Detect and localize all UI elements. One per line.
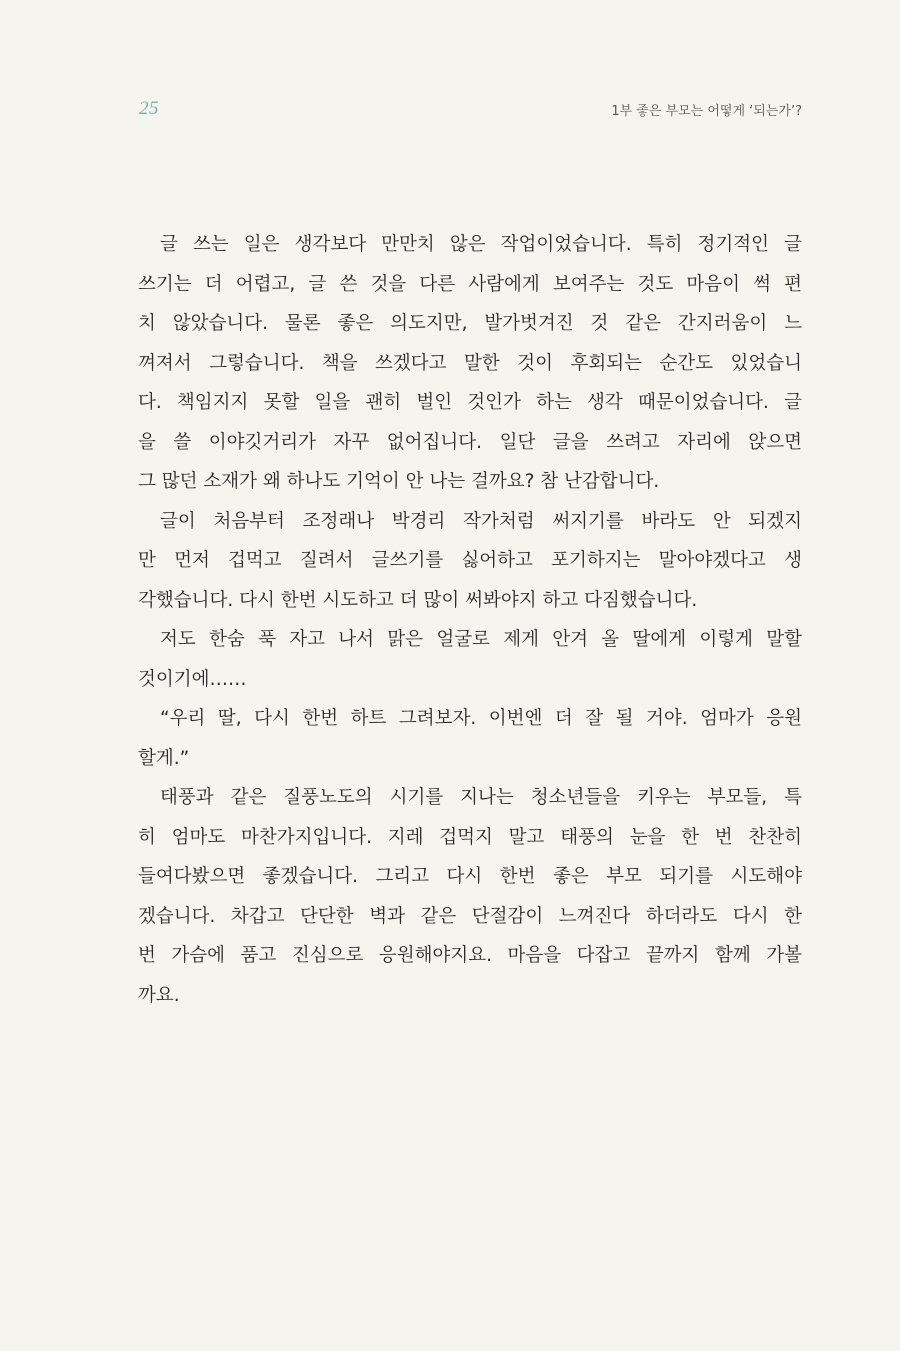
text-line: 을 쓸 이야깃거리가 자꾸 없어집니다. 일단 글을 쓰려고 자리에 앉으면: [138, 431, 802, 453]
text-line: “우리 딸, 다시 한번 하트 그려보자. 이번엔 더 잘 될 거야. 엄마가 응원: [160, 708, 802, 729]
text-line: 다. 책임지지 못할 일을 괜히 벌인 것인가 하는 생각 때문이었습니다. 글: [138, 392, 802, 413]
body-text: [138, 225, 802, 1015]
paragraph: [138, 699, 802, 778]
text-line: 겠습니다. 차갑고 단단한 벽과 같은 단절감이 느껴진다 하더라도 다시 한: [138, 905, 802, 927]
text-line: 껴져서 그렇습니다. 책을 쓰겠다고 말한 것이 후회되는 순간도 있었습니: [138, 352, 802, 374]
text-line: 각했습니다. 다시 한번 시도하고 더 많이 써봐야지 하고 다짐했습니다.: [138, 589, 698, 611]
text-line: 쓰기는 더 어렵고, 글 쓴 것을 다른 사람에게 보여주는 것도 마음이 썩 편: [138, 273, 802, 295]
text-line: 만 먼저 겁먹고 질려서 글쓰기를 싫어하고 포기하지는 말아야겠다고 생: [138, 550, 802, 571]
text-line: 할게.”: [138, 747, 190, 769]
text-line: 태풍과 같은 질풍노도의 시기를 지나는 청소년들을 키우는 부모들, 특: [160, 787, 802, 808]
text-line: 들여다봤으면 좋겠습니다. 그리고 다시 한번 좋은 부모 되기를 시도해야: [138, 866, 802, 887]
page-number: 25: [139, 98, 159, 119]
paragraph: [138, 502, 802, 621]
text-line: 히 엄마도 마찬가지입니다. 지레 겁먹지 말고 태풍의 눈을 한 번 찬찬히: [138, 826, 802, 848]
text-line: 것이기에……: [138, 668, 247, 690]
paragraph: [138, 225, 802, 502]
text-line: 글이 처음부터 조정래나 박경리 작가처럼 써지기를 바라도 안 되겠지: [160, 510, 802, 532]
running-header: 1부 좋은 부모는 어떻게 ‘되는가’?: [611, 104, 802, 119]
text-line: 번 가슴에 품고 진심으로 응원해야지요. 마음을 다잡고 끝까지 함께 가볼: [138, 945, 802, 966]
text-line: 저도 한숨 푹 자고 나서 맑은 얼굴로 제게 안겨 올 딸에게 이렇게 말할: [160, 629, 802, 650]
text-line: 글 쓰는 일은 생각보다 만만치 않은 작업이었습니다. 특히 정기적인 글: [160, 234, 802, 255]
text-line: 치 않았습니다. 물론 좋은 의도지만, 발가벗겨진 것 같은 간지러움이 느: [138, 313, 802, 334]
paragraph: [138, 778, 802, 1015]
text-line: 그 많던 소재가 왜 하나도 기억이 안 나는 걸까요? 참 난감합니다.: [138, 471, 660, 492]
paragraph: [138, 620, 802, 699]
text-line: 까요.: [138, 984, 180, 1006]
